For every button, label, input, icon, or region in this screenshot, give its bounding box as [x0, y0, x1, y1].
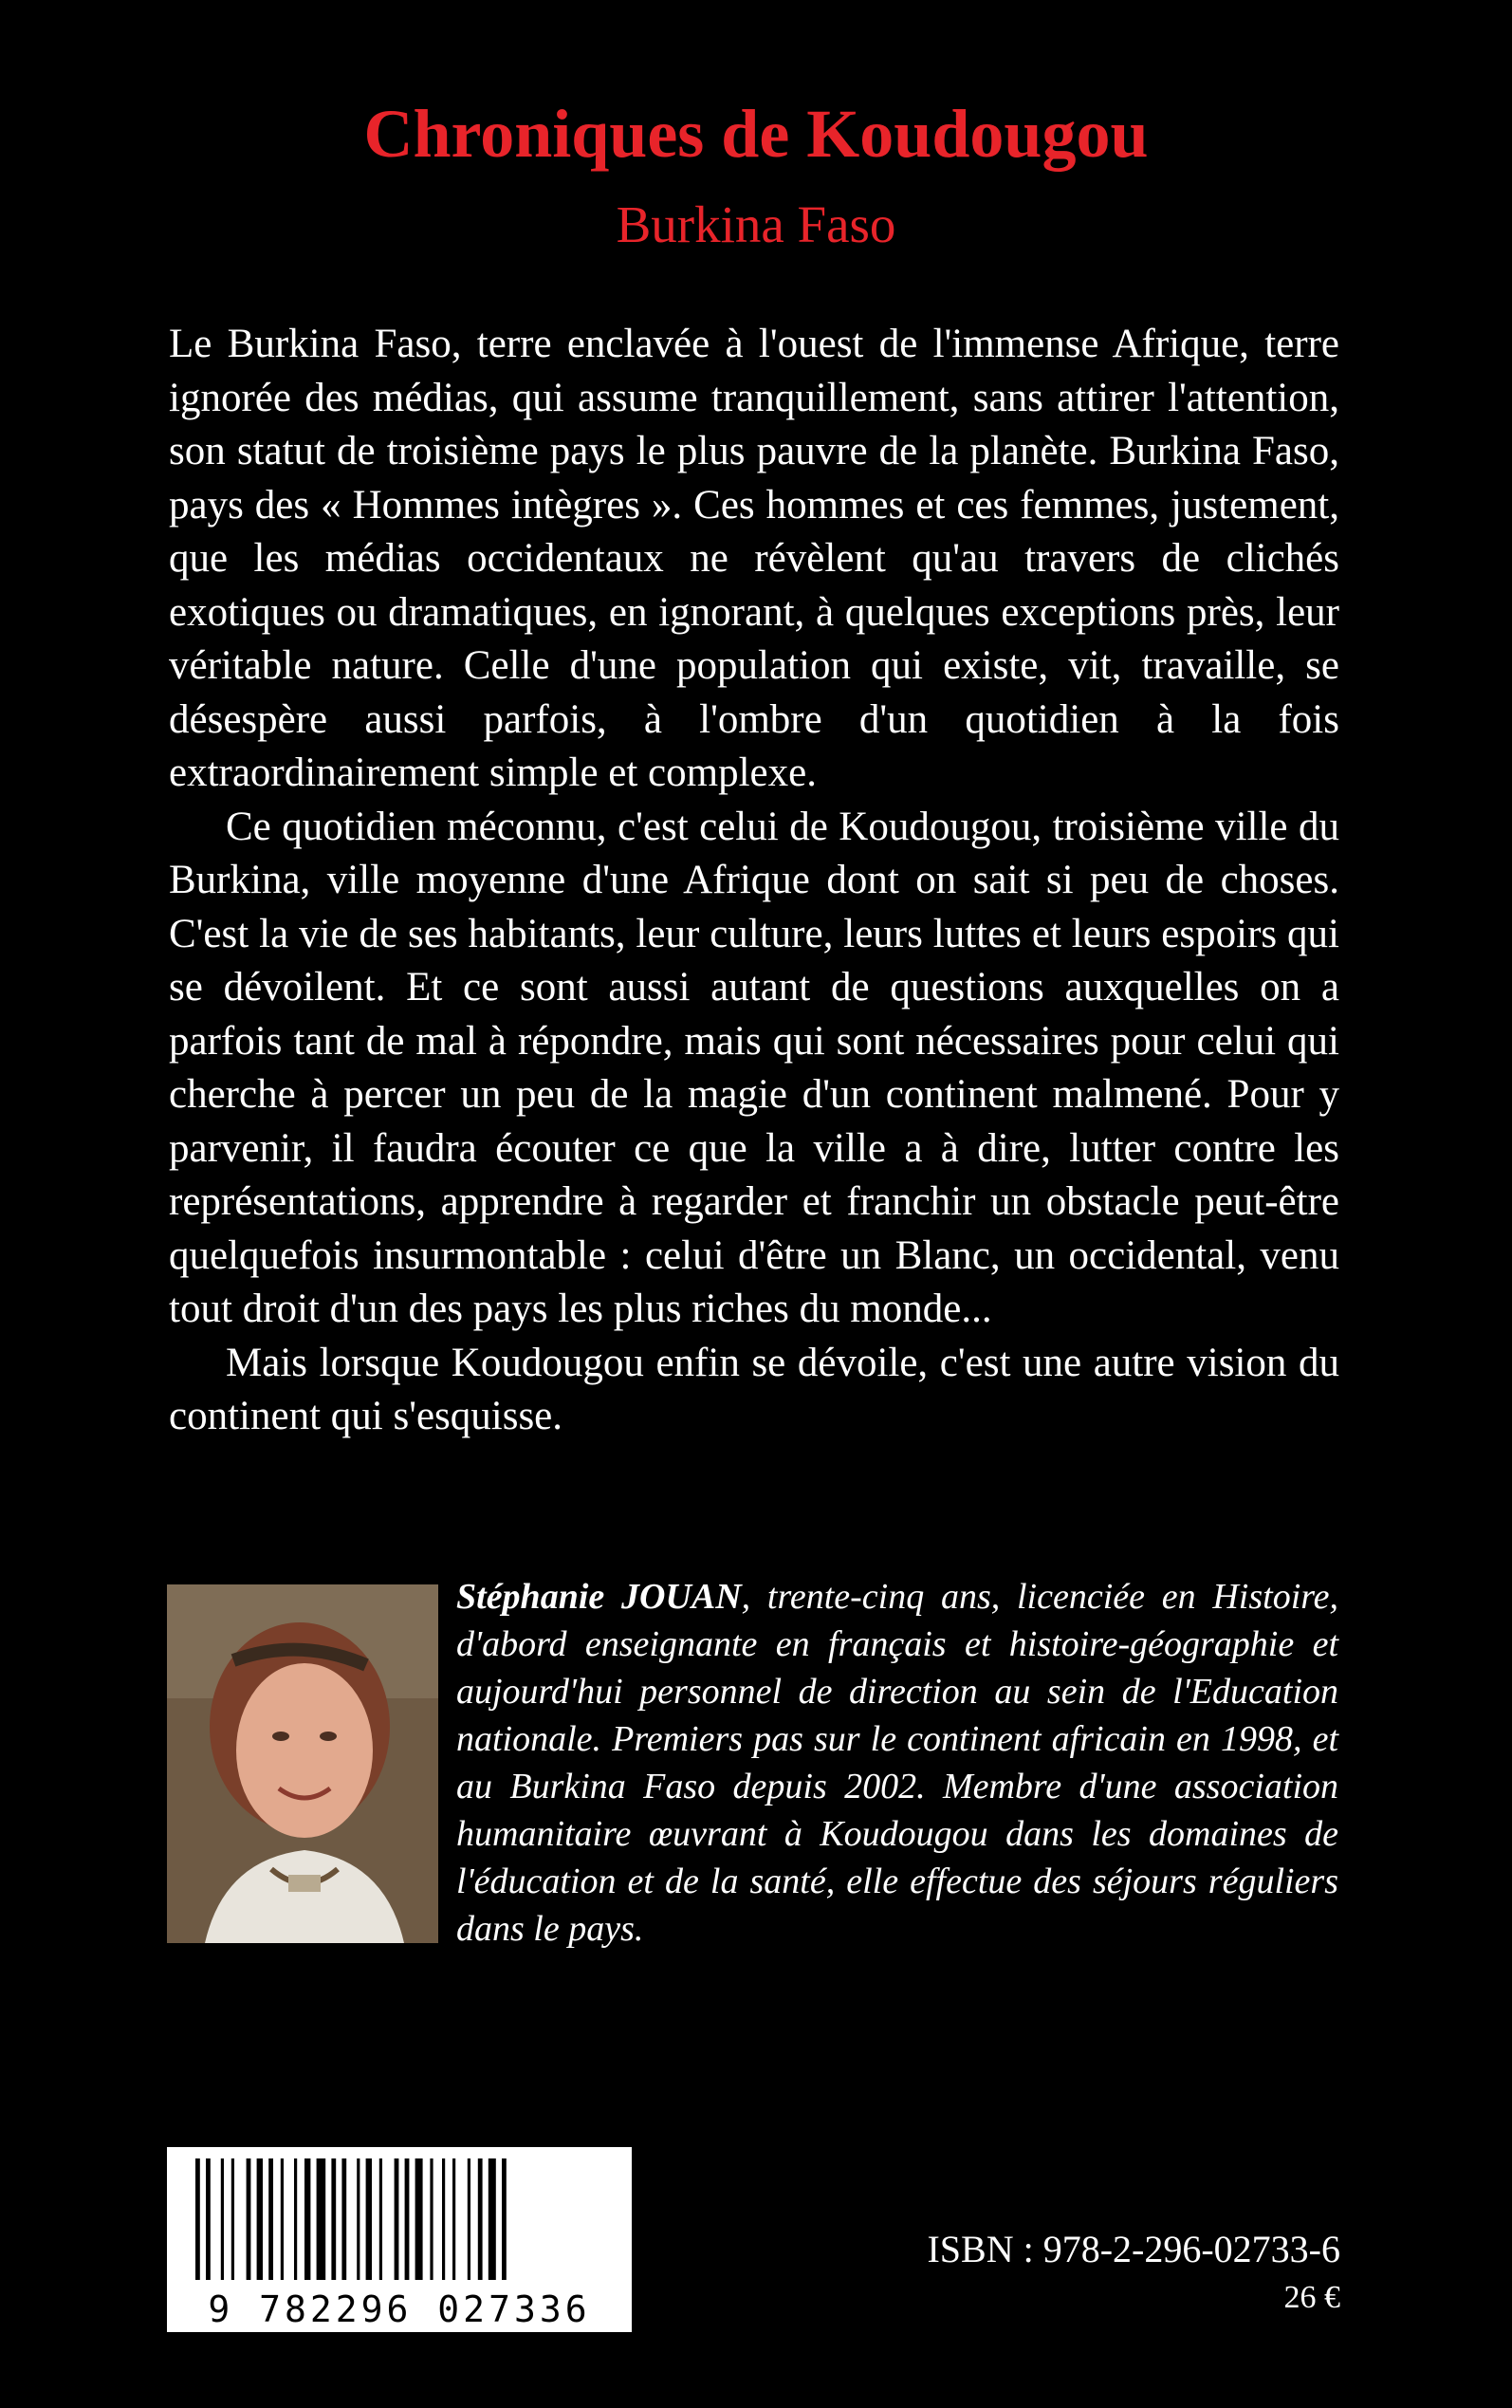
barcode-bar: [331, 2158, 336, 2280]
author-name: Stéphanie JOUAN: [456, 1577, 742, 1617]
barcode-digits: 9 782296 027336: [208, 2288, 591, 2330]
barcode-bar: [395, 2158, 399, 2280]
barcode-bar: [502, 2158, 507, 2280]
barcode-bar: [268, 2158, 273, 2280]
summary-paragraph-2: Ce quotidien méconnu, c'est celui de Koudougou, troisième ville du Burkina, ville moyenne d'une Afrique dont on sait si peu de choses. C'est la vie de ses habitants, leur culture, leurs luttes et leurs espoirs qui se dévoilent. Et ce sont aussi autant de questions auxquelles on a parfois tant de mal à répondre, mais qui sont nécessaires pour celui qui cherche à percer un peu de la magie d'un continent malmené. Pour y parvenir, il faudra écouter ce que la ville a à dire, lutter contre les représentations, apprendre à regarder et franchir un obstacle peut-être quelquefois insurmontable : celui d'être un Blanc, un occidental, venu tout droit d'un des pays les plus riches du monde...: [169, 804, 1339, 1331]
barcode-bar: [366, 2158, 372, 2280]
author-bio-text: , trente-cinq ans, licenciée en Histoire, d'abord enseignante en français et histoire-géographie et aujourd'hui personnel de direction au sein de l'Education nationale. Premiers pas sur le continent africain en 1998, et au Burkina Faso depuis 2002. Membre d'une association humanitaire œuvrant à Koudougou dans les domaines de l'éducation et de la santé, elle effectue des séjours réguliers dans le pays.: [456, 1577, 1339, 1949]
barcode-bars: [167, 2147, 632, 2289]
barcode-bar: [478, 2158, 483, 2280]
barcode-bar: [468, 2158, 470, 2280]
barcode: [167, 2147, 632, 2332]
barcode-bar: [221, 2158, 224, 2280]
author-photo: [167, 1584, 438, 1943]
author-bio: [456, 1573, 1338, 1953]
barcode-bar: [442, 2158, 445, 2280]
price: 26 €: [1283, 2280, 1340, 2315]
barcode-bar: [317, 2158, 326, 2280]
book-subtitle: Burkina Faso: [616, 195, 896, 253]
summary-paragraph-3: Mais lorsque Koudougou enfin se dévoile, c'est une autre vision du continent qui s'esquisse.: [169, 1340, 1339, 1438]
barcode-bar: [206, 2158, 211, 2280]
barcode-bar: [281, 2158, 284, 2280]
barcode-bar: [231, 2158, 234, 2280]
isbn: ISBN : 978-2-296-02733-6: [927, 2228, 1340, 2270]
barcode-bar: [341, 2158, 346, 2280]
barcode-bar: [415, 2158, 423, 2280]
barcode-bar: [195, 2158, 200, 2280]
barcode-bar: [430, 2158, 433, 2280]
barcode-bar: [452, 2158, 455, 2280]
barcode-bar: [405, 2158, 410, 2280]
barcode-bar: [294, 2158, 297, 2280]
barcode-bar: [357, 2158, 360, 2280]
barcode-bar: [247, 2158, 251, 2280]
book-title: Chroniques de Koudougou: [363, 96, 1149, 172]
barcode-bar: [379, 2158, 382, 2280]
barcode-bar: [304, 2158, 310, 2280]
summary-paragraph-1: Le Burkina Faso, terre enclavée à l'ouest de l'immense Afrique, terre ignorée des médias, qui assume tranquillement, sans attirer l'attention, son statut de troisième pays le plus pauvre de la planète. Burkina Faso, pays des « Hommes intègres ». Ces hommes et ces femmes, justement, que les médias occidentaux ne révèlent qu'au travers de clichés exotiques ou dramatiques, en ignorant, à quelques exceptions près, leur véritable nature. Celle d'une population qui existe, vit, travaille, se désespère aussi parfois, à l'ombre d'un quotidien à la fois extraordinairement simple et complexe.: [169, 322, 1339, 795]
barcode-bar: [257, 2158, 263, 2280]
back-cover-summary: [169, 318, 1339, 1444]
barcode-bar: [489, 2158, 496, 2280]
